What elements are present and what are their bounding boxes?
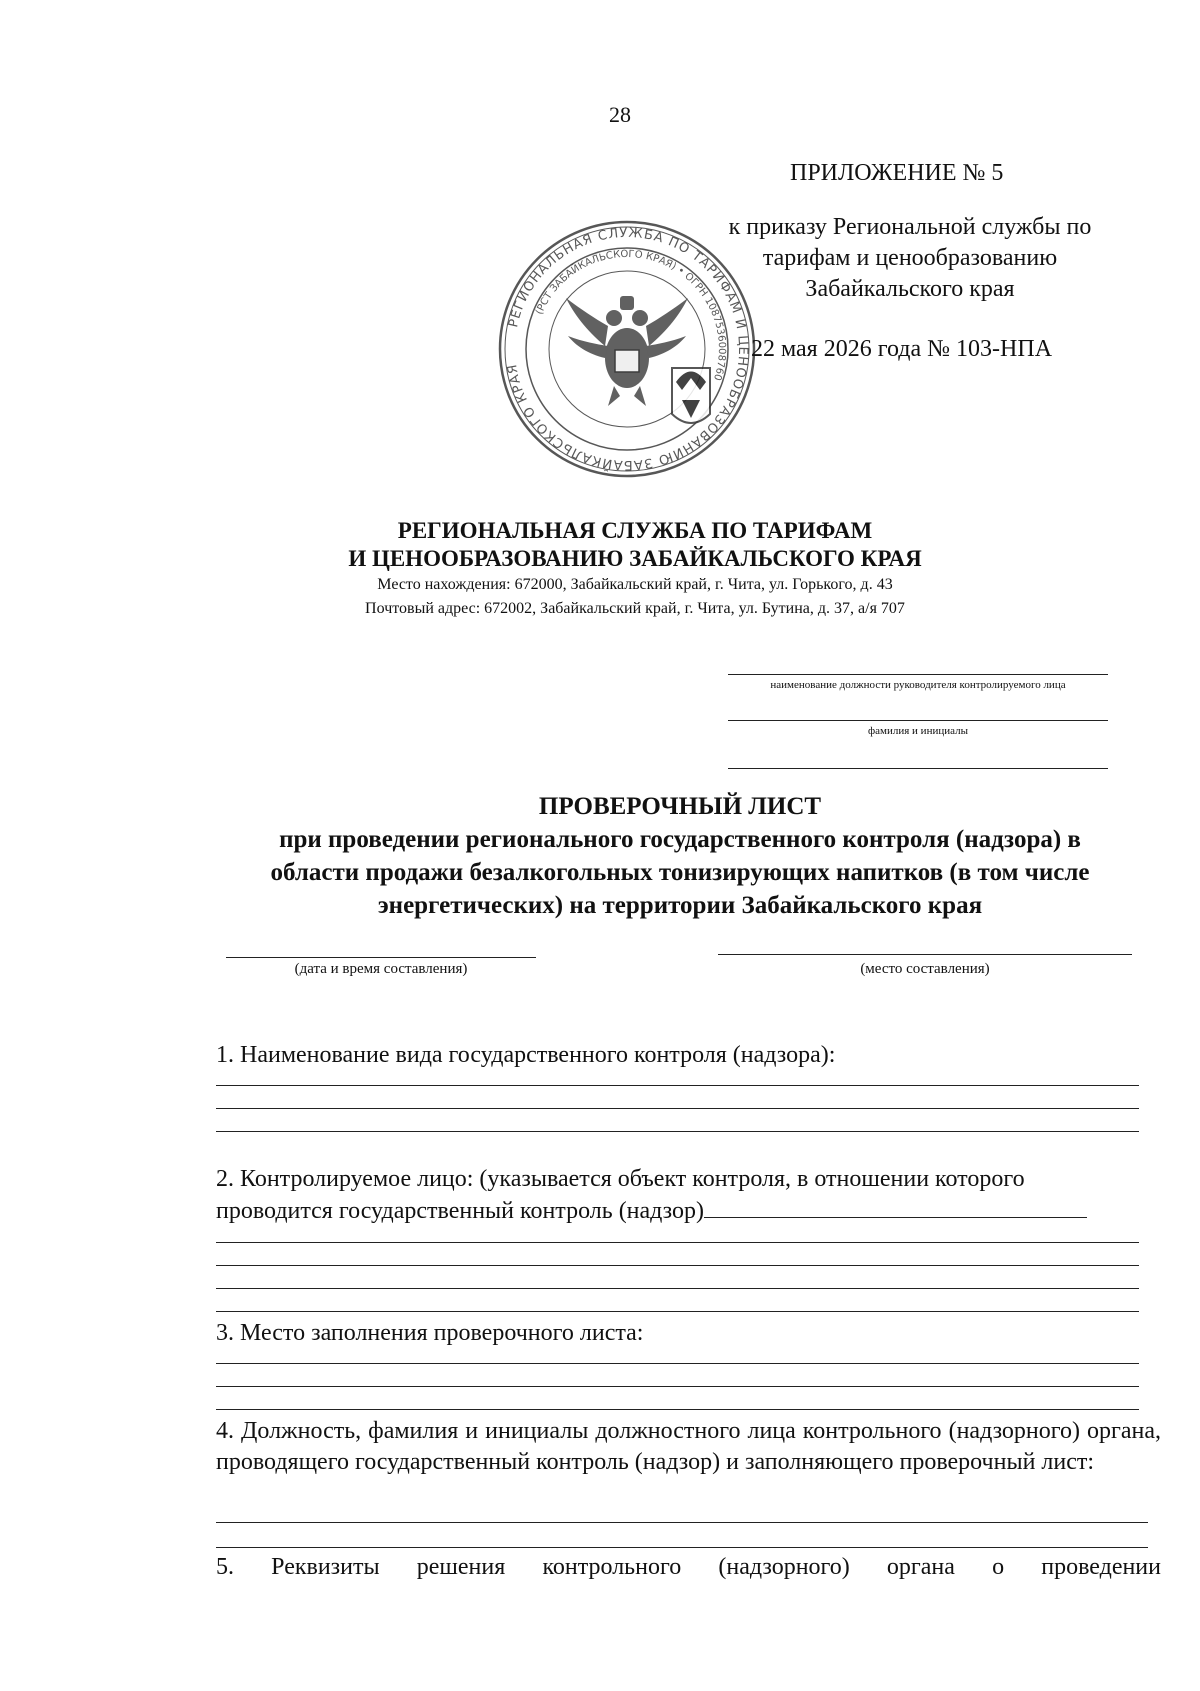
annex-line-3: Забайкальского края <box>805 276 1015 302</box>
postal-address: Почтовый адрес: 672002, Забайкальский край, г. Чита, ул. Бутина, д. 37, а/я 707 <box>365 600 905 617</box>
annex-line-1: к приказу Региональной службы по <box>728 214 1092 240</box>
item-3-fill-line[interactable] <box>216 1409 1139 1410</box>
official-seal <box>496 218 758 480</box>
item-2-line-2-text: проводится государственный контроль (надзор) <box>216 1198 705 1224</box>
seal-outer-text: РЕГИОНАЛЬНАЯ СЛУЖБА ПО ТАРИФАМ И ЦЕНООБРАЗОВАНИЮ ЗАБАЙКАЛЬСКОГО КРАЯ <box>504 225 751 473</box>
item-4: 4. Должность, фамилия и инициалы должностного лица контрольного (надзорного) органа, проводящего государственный контроль (надзор) и заполняющего проверочный лист: <box>216 1418 1161 1475</box>
organization-name <box>200 517 1070 573</box>
item-2-fill-line[interactable] <box>216 1242 1139 1243</box>
organization-name-line-1: РЕГИОНАЛЬНАЯ СЛУЖБА ПО ТАРИФАМ <box>397 518 873 543</box>
place-caption: (место составления) <box>860 961 990 977</box>
checklist-title <box>200 790 1160 922</box>
item-5: 5. Реквизиты решения контрольного (надзорного) органа о проведении <box>216 1554 1161 1580</box>
checklist-title-line-4: энергетических) на территории Забайкальского края <box>377 892 983 919</box>
item-4-fill-line[interactable] <box>216 1547 1148 1548</box>
item-4-fill-line[interactable] <box>216 1522 1148 1523</box>
item-2-inline-fill[interactable] <box>704 1195 1087 1218</box>
date-time-caption: (дата и время составления) <box>294 961 468 977</box>
annex-date: 22 мая 2026 года № 103-НПА <box>751 336 1053 362</box>
item-1-fill-line[interactable] <box>216 1108 1139 1109</box>
page-number: 28 <box>609 102 631 127</box>
place-line[interactable] <box>718 954 1132 955</box>
item-2-fill-line[interactable] <box>216 1311 1139 1312</box>
item-2-fill-line[interactable] <box>216 1288 1139 1289</box>
recipient-position-line[interactable] <box>728 674 1108 675</box>
recipient-name-line[interactable] <box>728 720 1108 721</box>
item-2-line-1: 2. Контролируемое лицо: (указывается объект контроля, в отношении которого <box>216 1166 1025 1192</box>
regional-arms-icon <box>672 368 710 423</box>
annex-line-2: тарифам и ценообразованию <box>762 245 1058 271</box>
item-3: 3. Место заполнения проверочного листа: <box>216 1320 644 1346</box>
organization-name-line-2: И ЦЕНООБРАЗОВАНИЮ ЗАБАЙКАЛЬСКОГО КРАЯ <box>348 546 922 571</box>
recipient-extra-line[interactable] <box>728 768 1108 769</box>
item-2 <box>216 1164 1161 1227</box>
seal-inner-text: (РСТ ЗАБАЙКАЛЬСКОГО КРАЯ) • ОГРН 1087536008760 <box>534 248 728 382</box>
item-3-fill-line[interactable] <box>216 1363 1139 1364</box>
recipient-position-caption: наименование должности руководителя контролируемого лица <box>770 679 1066 691</box>
organization-address <box>200 573 1070 621</box>
item-1-fill-line[interactable] <box>216 1131 1139 1132</box>
recipient-name-caption: фамилия и инициалы <box>868 725 968 737</box>
checklist-title-line-2: при проведении регионального государственного контроля (надзора) в <box>279 826 1081 853</box>
checklist-title-line-3: области продажи безалкогольных тонизирующих напитков (в том числе <box>270 859 1090 886</box>
item-2-fill-line[interactable] <box>216 1265 1139 1266</box>
annex-title: ПРИЛОЖЕНИЕ № 5 <box>790 160 1004 186</box>
item-3-fill-line[interactable] <box>216 1386 1139 1387</box>
item-2-line-2 <box>216 1195 1161 1227</box>
item-1-fill-line[interactable] <box>216 1085 1139 1086</box>
date-time-line[interactable] <box>226 957 536 958</box>
location-address: Место нахождения: 672000, Забайкальский край, г. Чита, ул. Горького, д. 43 <box>377 576 893 593</box>
checklist-title-line-1: ПРОВЕРОЧНЫЙ ЛИСТ <box>538 793 822 820</box>
item-1: 1. Наименование вида государственного контроля (надзора): <box>216 1042 836 1068</box>
